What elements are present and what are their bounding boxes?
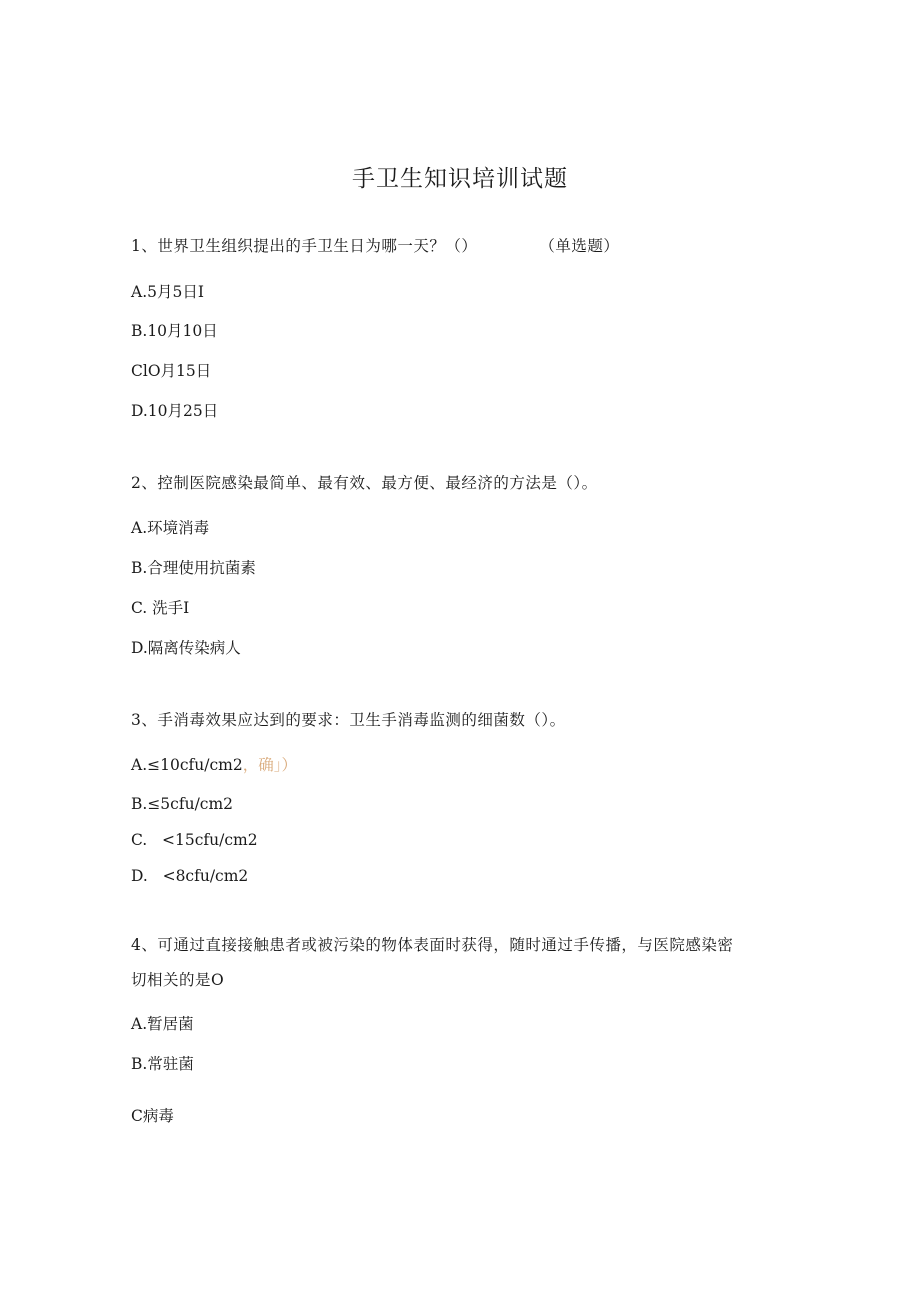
question-4-option-b: B.常驻菌 bbox=[131, 1055, 194, 1073]
question-1-option-c: ClO月15日 bbox=[131, 362, 212, 380]
question-3-option-b: B.≤5cfu/cm2 bbox=[131, 795, 234, 813]
question-1-type-label: （单选题） bbox=[539, 237, 620, 255]
question-1-text: 1、世界卫生组织提出的手卫生日为哪一天？（） bbox=[131, 237, 478, 255]
question-4-option-a: A.暂居菌 bbox=[131, 1015, 194, 1033]
question-3-text: 3、手消毒效果应达到的要求：卫生手消毒监测的细菌数（）。 bbox=[131, 711, 566, 729]
question-1-option-a: A.5月5日I bbox=[131, 283, 204, 301]
question-3-option-a bbox=[131, 755, 297, 775]
question-1-option-d: D.10月25日 bbox=[131, 402, 219, 420]
question-4-text-line-1: 4、可通过直接接触患者或被污染的物体表面时获得，随时通过手传播，与医院感染密 bbox=[131, 936, 734, 954]
question-2-option-a: A.环境消毒 bbox=[131, 519, 210, 537]
question-3-option-d: D. <8cfu/cm2 bbox=[131, 867, 249, 885]
question-4-option-c: C病毒 bbox=[131, 1107, 174, 1125]
question-2-option-d: D.隔离传染病人 bbox=[131, 639, 241, 657]
question-2-text: 2、控制医院感染最简单、最有效、最方便、最经济的方法是（）。 bbox=[131, 474, 598, 492]
question-2-option-b: B.合理使用抗菌素 bbox=[131, 559, 256, 577]
question-4-text-line-2: 切相关的是O bbox=[131, 971, 225, 989]
page-title: 手卫生知识培训试题 bbox=[352, 166, 568, 192]
question-3-option-c: C. <15cfu/cm2 bbox=[131, 831, 258, 849]
question-3-option-a-label: A.≤10cfu/cm2 bbox=[131, 756, 243, 774]
question-2-option-c: C. 洗手I bbox=[131, 599, 190, 617]
question-1 bbox=[131, 236, 619, 256]
answer-mark: ，确」） bbox=[242, 756, 297, 774]
question-1-option-b: B.10月10日 bbox=[131, 322, 218, 340]
